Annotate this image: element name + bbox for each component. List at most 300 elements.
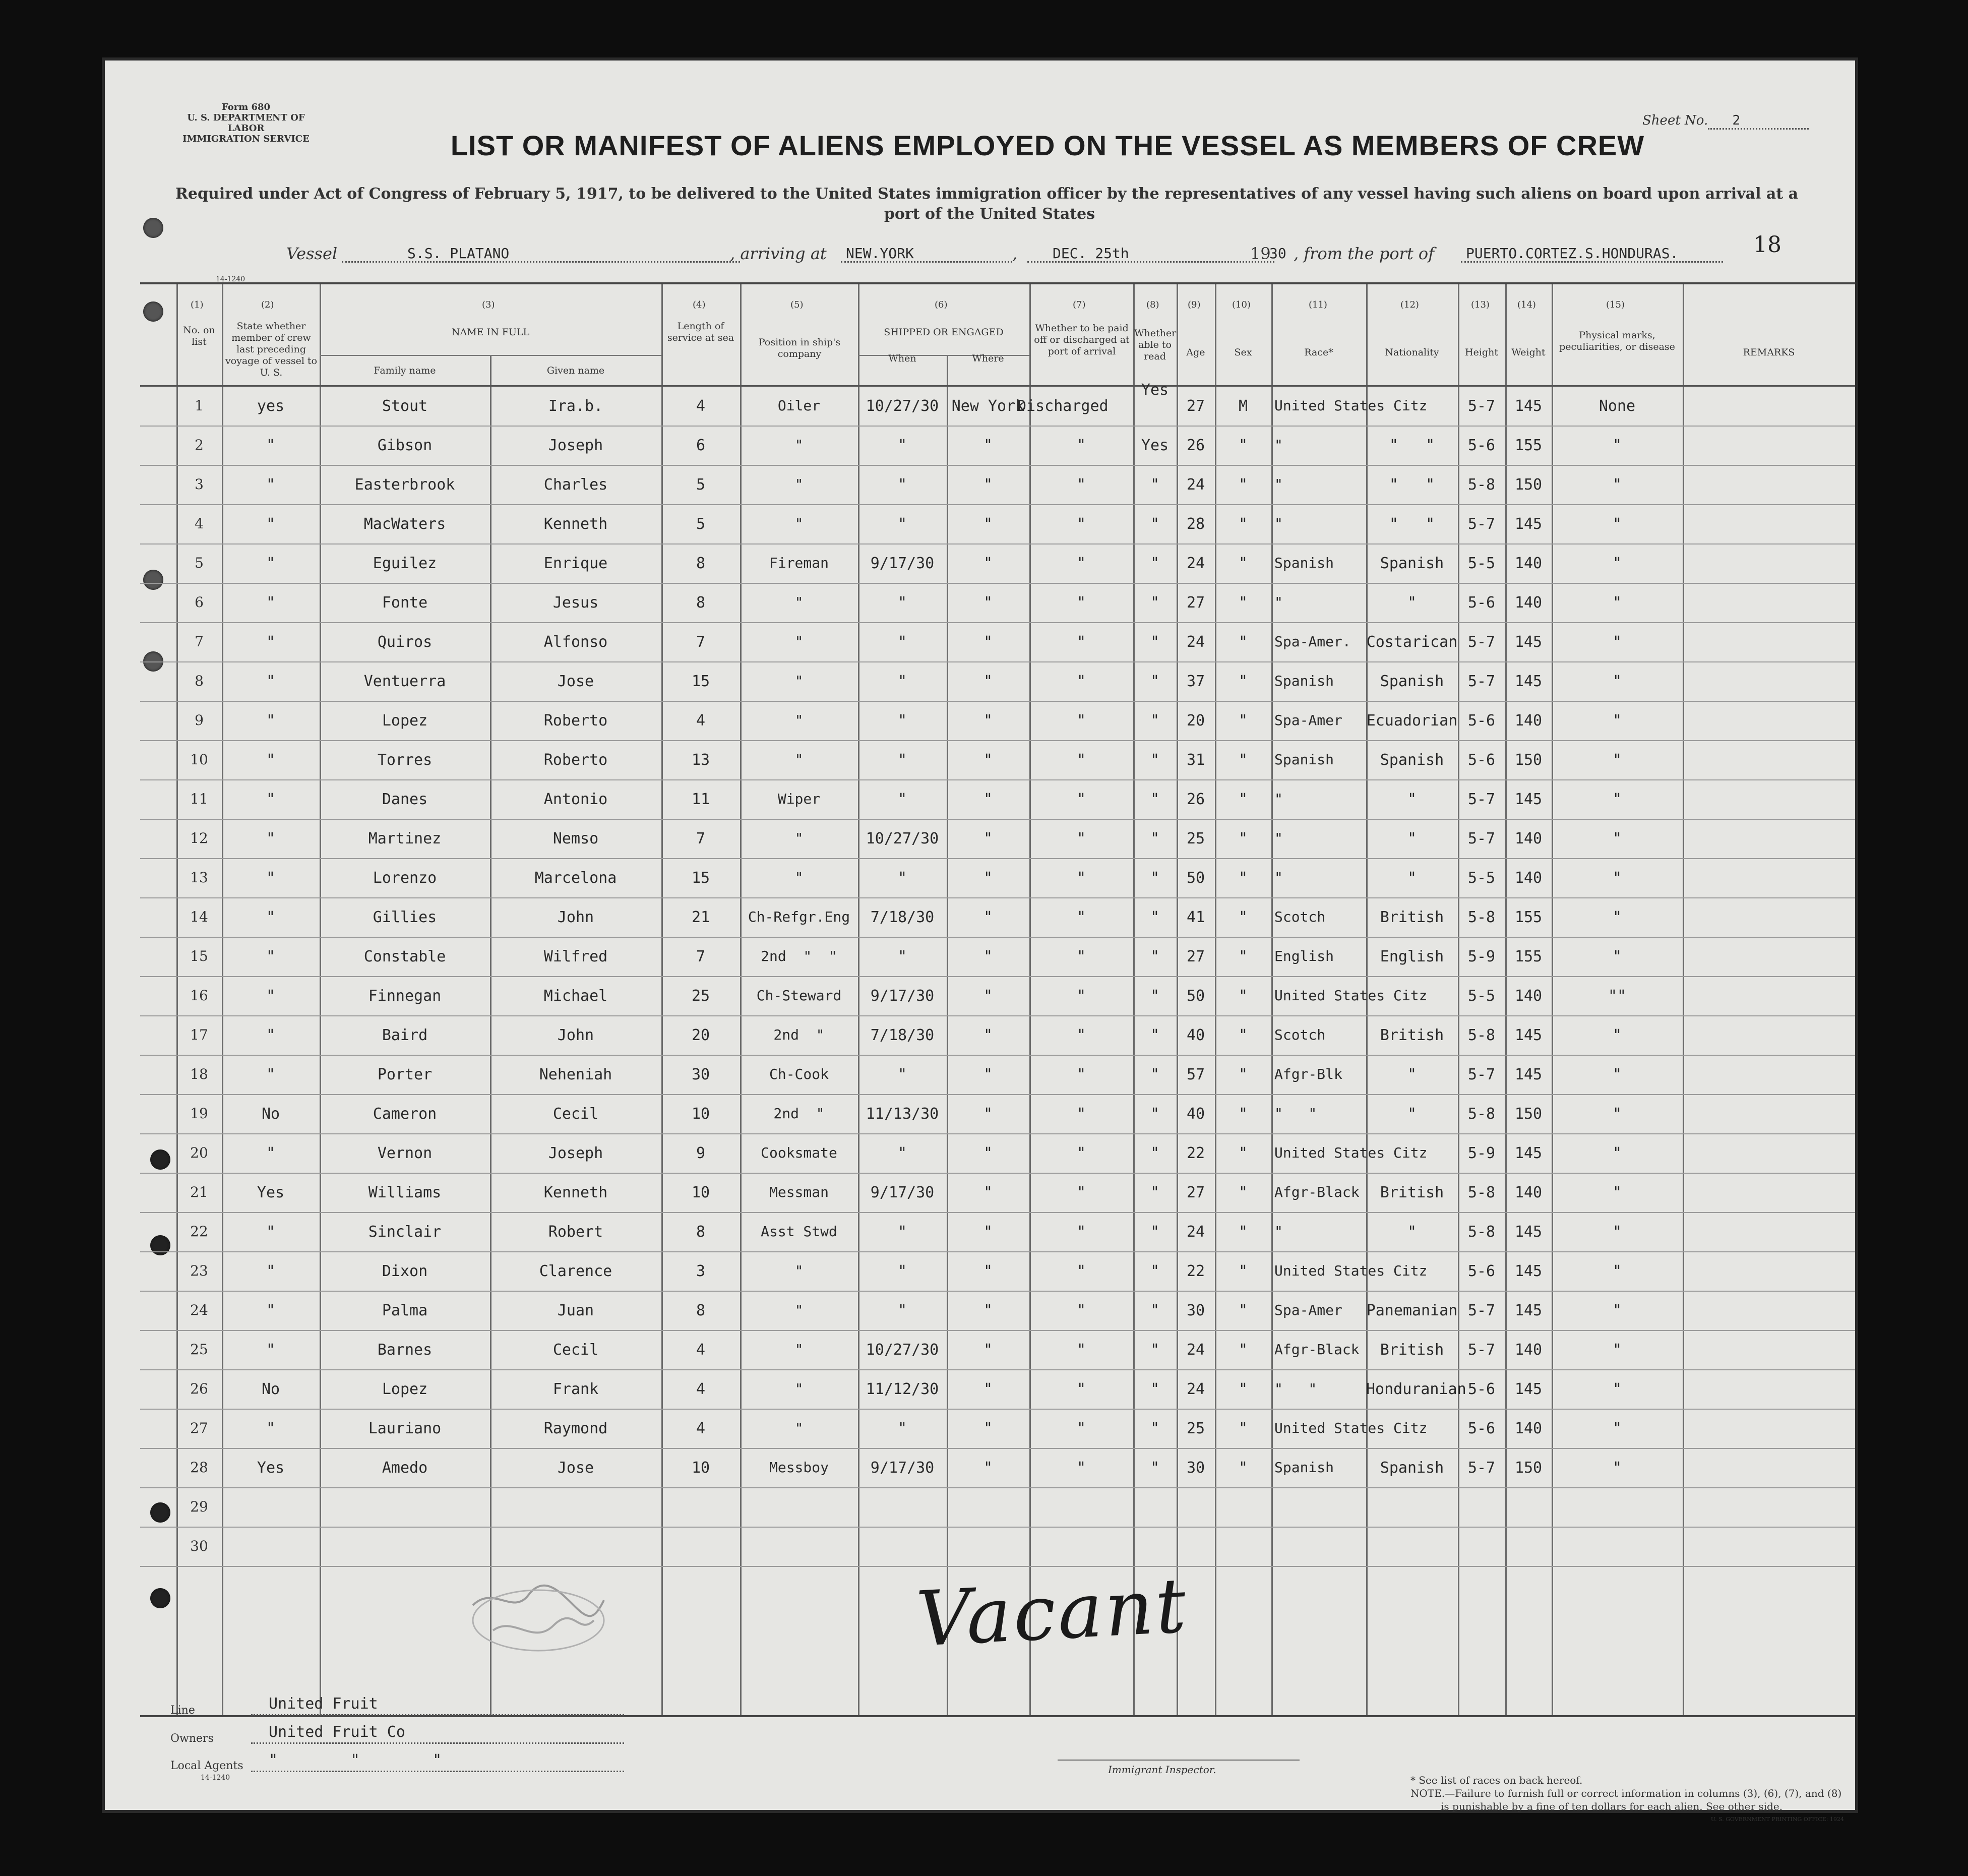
cell-race: " (1274, 437, 1283, 453)
cell-position: " (794, 633, 804, 650)
cell-age: 24 (1186, 476, 1205, 494)
cell-given: Nemso (552, 830, 599, 848)
cell-position: " (794, 1262, 804, 1279)
cell-read: " (1150, 909, 1160, 926)
cell-nationality: Spanish (1380, 555, 1444, 572)
cell-read: " (1150, 1184, 1160, 1201)
header-paid-off: Whether to be paid off or discharged at port of arrival (1034, 323, 1130, 357)
cell-paid: " (1076, 869, 1086, 887)
cell-when: 7/18/30 (870, 909, 935, 926)
cell-family: Quiros (377, 633, 433, 651)
cell-weight: 140 (1514, 987, 1543, 1005)
cell-prev: " (266, 476, 276, 494)
cell-service: 25 (691, 987, 710, 1005)
cell-service: 13 (691, 751, 710, 769)
cell-weight: 145 (1514, 791, 1543, 808)
table-row (140, 505, 1855, 544)
cell-given: Raymond (543, 1420, 608, 1437)
cell-sex: " (1238, 791, 1248, 808)
cell-weight: 145 (1514, 1066, 1543, 1083)
cell-weight: 155 (1514, 909, 1543, 926)
cell-service: 5 (696, 515, 706, 533)
cell-position: 2nd " " (761, 948, 837, 964)
cell-service: 21 (691, 909, 710, 926)
cell-height: 5-6 (1467, 437, 1496, 454)
cell-weight: 155 (1514, 437, 1543, 454)
cell-marks: " (1612, 476, 1622, 494)
cell-family: Martinez (368, 830, 442, 848)
table-row (140, 1449, 1855, 1488)
cell-prev: " (266, 555, 276, 572)
cell-family: Constable (363, 948, 446, 965)
cell-position: Ch-Steward (756, 987, 842, 1004)
cell-where: " (983, 987, 993, 1005)
cell-nationality: " (1407, 1223, 1417, 1241)
cell-given: Frank (552, 1380, 599, 1398)
cell-position: " (794, 751, 804, 768)
cell-given: Cecil (552, 1341, 599, 1359)
cell-age: 27 (1186, 948, 1205, 965)
cell-service: 10 (691, 1459, 710, 1477)
cell-no: 7 (195, 633, 204, 650)
cell-weight: 150 (1514, 1459, 1543, 1477)
service: IMMIGRATION SERVICE (182, 134, 310, 144)
cell-age: 26 (1186, 437, 1205, 454)
cell-height: 5-7 (1467, 1066, 1496, 1083)
cell-weight: 140 (1514, 1341, 1543, 1359)
vessel-name: S.S. PLATANO (407, 245, 510, 262)
header-family-name: Family name (374, 365, 436, 376)
cell-when: " (897, 437, 907, 454)
cell-marks: " (1612, 1341, 1622, 1359)
cell-when: 10/27/30 (866, 1341, 939, 1359)
cell-prev: " (266, 515, 276, 533)
cell-height: 5-7 (1467, 397, 1496, 415)
cell-marks: " (1612, 909, 1622, 926)
subtitle (175, 184, 1804, 224)
cell-no: 10 (190, 751, 208, 768)
cell-paid: " (1076, 633, 1086, 651)
cell-marks: " (1612, 633, 1622, 651)
cell-race: Afgr-Black (1274, 1341, 1360, 1358)
cell-prev: No (261, 1105, 280, 1123)
header-when: When (888, 353, 916, 364)
cell-position: Oiler (777, 397, 821, 414)
header-weight: Weight (1511, 347, 1546, 358)
cell-prev: " (266, 1026, 276, 1044)
cell-given: Charles (543, 476, 608, 494)
cell-where: " (983, 751, 993, 769)
form-number: Form 680 (221, 102, 271, 112)
cell-weight: 140 (1514, 1420, 1543, 1437)
cell-given: Enrique (543, 555, 608, 572)
cell-service: 30 (691, 1066, 710, 1083)
cell-paid: " (1076, 594, 1086, 612)
cell-paid: " (1076, 1105, 1086, 1123)
cell-given: Kenneth (543, 515, 608, 533)
cell-sex: " (1238, 1302, 1248, 1319)
cell-nationality: " (1407, 1105, 1417, 1123)
cell-age: 41 (1186, 909, 1205, 926)
cell-sex: " (1238, 712, 1248, 730)
cell-age: 40 (1186, 1026, 1205, 1044)
cell-nationality: " " (1389, 515, 1435, 533)
cell-height: 5-7 (1467, 791, 1496, 808)
penalty-note-1: NOTE.—Failure to furnish full or correct information in columns (3), (6), (7), and (8) (1410, 1787, 1842, 1799)
cell-height: 5-8 (1467, 1184, 1496, 1201)
cell-paid: " (1076, 1302, 1086, 1319)
cell-when: " (897, 751, 907, 769)
cell-weight: 145 (1514, 1302, 1543, 1319)
cell-sex: " (1238, 1184, 1248, 1201)
cell-race: Spanish (1274, 555, 1334, 571)
table-row (140, 1252, 1855, 1292)
cell-marks: " (1612, 948, 1622, 965)
cell-service: 6 (696, 437, 706, 454)
cell-prev: " (266, 1223, 276, 1241)
cell-prev: " (266, 712, 276, 730)
cell-service: 9 (696, 1144, 706, 1162)
cell-position: Messboy (769, 1459, 829, 1476)
cell-where: " (983, 437, 993, 454)
cell-sex: " (1238, 1105, 1248, 1123)
cell-race: Spa-Amer (1274, 712, 1342, 729)
cell-given: Michael (543, 987, 608, 1005)
table-row (140, 1056, 1855, 1095)
voyage-line: Vessel S.S. PLATANO , arriving at NEW.YORK , DEC. 25th 19 30 , from the port of PUERTO.CORTEZ.S.HONDURAS. (286, 244, 1748, 269)
cell-no: 5 (195, 555, 204, 571)
cell-where: " (983, 712, 993, 730)
cell-race: United States Citz (1274, 1144, 1428, 1161)
cell-marks: " (1612, 1144, 1622, 1162)
cell-read: Yes (1141, 381, 1169, 399)
cell-marks: " (1612, 791, 1622, 808)
header-shipped: SHIPPED OR ENGAGED (884, 327, 1004, 338)
cell-read: " (1150, 1380, 1160, 1398)
cell-age: 22 (1186, 1144, 1205, 1162)
cell-when: " (897, 1223, 907, 1241)
cell-sex: " (1238, 1144, 1248, 1162)
cell-height: 5-7 (1467, 1341, 1496, 1359)
cell-height: 5-6 (1467, 1262, 1496, 1280)
cell-marks: " (1612, 1420, 1622, 1437)
printer-note: U. S. GOVERNMENT PRINTING OFFICE: 1924 (1710, 1816, 1844, 1823)
cell-where: " (983, 791, 993, 808)
column-numbers: (1) (2) (3) (4) (5) (6) (7) (8) (9) (10) (11) (12) (13) (14) (15) (191, 299, 1625, 310)
cell-family: Vernon (377, 1144, 433, 1162)
crew-rows (140, 381, 1855, 1715)
arrival-year: 30 (1269, 245, 1286, 262)
cell-read: " (1150, 673, 1160, 690)
cell-prev: " (266, 948, 276, 965)
cell-service: 11 (691, 791, 710, 808)
cell-sex: " (1238, 437, 1248, 454)
cell-marks: " (1612, 1262, 1622, 1280)
cell-race: Scotch (1274, 909, 1326, 925)
subtitle-line-1: Required under Act of Congress of February 5, 1917, to be delivered to the United States immigration officer by the representatives of any vessel having such aliens on board upon arrival at a (175, 185, 1799, 203)
table-row (140, 662, 1855, 702)
cell-service: 4 (696, 397, 706, 415)
cell-where: " (983, 1420, 993, 1437)
cell-no: 19 (190, 1105, 208, 1122)
cell-sex: " (1238, 555, 1248, 572)
table-row (140, 1331, 1855, 1370)
cell-when: " (897, 1144, 907, 1162)
cell-race: Spanish (1274, 673, 1334, 689)
cell-paid: " (1076, 712, 1086, 730)
cell-weight: 140 (1514, 594, 1543, 612)
cell-given: Neheniah (539, 1066, 612, 1083)
line-label: Line (170, 1704, 195, 1717)
cell-where: " (983, 830, 993, 848)
cell-service: 4 (696, 1341, 706, 1359)
cell-read: " (1150, 751, 1160, 769)
cell-weight: 150 (1514, 1105, 1543, 1123)
cell-sex: " (1238, 594, 1248, 612)
owners-label: Owners (170, 1732, 214, 1745)
table-row (140, 544, 1855, 584)
cell-prev: Yes (257, 1184, 285, 1201)
cell-when: " (897, 1420, 907, 1437)
cell-given: John (557, 909, 594, 926)
cell-paid: " (1076, 909, 1086, 926)
cell-weight: 140 (1514, 869, 1543, 887)
cell-no: 18 (190, 1066, 208, 1082)
cell-weight: 145 (1514, 515, 1543, 533)
footer (170, 1689, 1844, 1823)
cell-age: 24 (1186, 1380, 1205, 1398)
cell-family: Danes (382, 791, 428, 808)
cell-position: " (794, 869, 804, 886)
cell-family: Easterbrook (354, 476, 455, 494)
from-label: , from the port of (1294, 244, 1435, 263)
cell-service: 7 (696, 830, 706, 848)
cell-paid: " (1076, 1026, 1086, 1044)
cell-given: Jose (557, 1459, 594, 1477)
cell-marks: " (1612, 1026, 1622, 1044)
cell-where: " (983, 869, 993, 887)
table-row (140, 466, 1855, 505)
cell-position: Asst Stwd (761, 1223, 837, 1240)
cell-where: " (983, 1302, 993, 1319)
cell-when: " (897, 594, 907, 612)
cell-read: " (1150, 987, 1160, 1005)
manifest-sheet (105, 60, 1855, 1823)
cell-height: 5-8 (1467, 909, 1496, 926)
cell-when: " (897, 476, 907, 494)
cell-paid: " (1076, 1380, 1086, 1398)
footer-print-code: 14-1240 (201, 1774, 230, 1782)
cell-paid: " (1076, 791, 1086, 808)
footer-notes (1410, 1774, 1864, 1826)
cell-prev: " (266, 1302, 276, 1319)
cell-race: " (1274, 476, 1283, 493)
cell-where: " (983, 1341, 993, 1359)
cell-position: Cooksmate (761, 1144, 837, 1161)
cell-prev: yes (257, 397, 285, 415)
cell-age: 57 (1186, 1066, 1205, 1083)
cell-service: 20 (691, 1026, 710, 1044)
cell-service: 8 (696, 1223, 706, 1241)
cell-where: " (983, 1380, 993, 1398)
cell-where: " (983, 1262, 993, 1280)
sheet-number (1642, 113, 1809, 128)
cell-prev: " (266, 1066, 276, 1083)
cell-given: Marcelona (534, 869, 617, 887)
cell-paid: " (1076, 830, 1086, 848)
table-row (140, 820, 1855, 859)
cell-service: 8 (696, 555, 706, 572)
vessel-label: Vessel (286, 244, 338, 263)
cell-paid: " (1076, 1144, 1086, 1162)
print-code: 14-1240 (216, 275, 245, 283)
cell-family: Ventuerra (363, 673, 446, 690)
cell-age: 27 (1186, 1184, 1205, 1201)
header-race: Race* (1304, 347, 1333, 358)
cell-service: 8 (696, 594, 706, 612)
cell-race: Spanish (1274, 1459, 1334, 1476)
cell-read: " (1150, 1302, 1160, 1319)
cell-prev: " (266, 1420, 276, 1437)
table-row (140, 938, 1855, 977)
cell-marks: " (1612, 594, 1622, 612)
cell-read: " (1150, 1144, 1160, 1162)
header-physical-marks: Physical marks, peculiarities, or disease (1559, 330, 1675, 352)
cell-no: 6 (195, 594, 204, 611)
cell-position: " (794, 437, 804, 453)
cell-height: 5-8 (1467, 1105, 1496, 1123)
cell-position: Messman (769, 1184, 829, 1200)
cell-when: " (897, 712, 907, 730)
form-header (170, 102, 322, 144)
cell-given: Kenneth (543, 1184, 608, 1201)
cell-race: English (1274, 948, 1334, 964)
cell-nationality: " (1407, 791, 1417, 808)
table-row (140, 741, 1855, 780)
cell-service: 3 (696, 1262, 706, 1280)
cell-position: " (794, 712, 804, 729)
department: U. S. DEPARTMENT OF LABOR (187, 112, 305, 134)
cell-weight: 145 (1514, 1026, 1543, 1044)
cell-where: " (983, 1026, 993, 1044)
cell-sex: " (1238, 869, 1248, 887)
cell-weight: 145 (1514, 397, 1543, 415)
subtitle-line-2: port of the United States (884, 205, 1095, 223)
cell-age: 20 (1186, 712, 1205, 730)
header-remarks: REMARKS (1743, 347, 1795, 358)
cell-paid: " (1076, 1341, 1086, 1359)
races-note: * See list of races on back hereof. (1410, 1774, 1583, 1786)
cell-where: " (983, 1144, 993, 1162)
cell-nationality: British (1380, 1184, 1444, 1201)
header-nationality: Nationality (1385, 347, 1439, 358)
cell-no: 2 (195, 437, 204, 453)
cell-no: 12 (190, 830, 208, 846)
cell-race: " (1274, 594, 1283, 611)
cell-prev: " (266, 869, 276, 887)
cell-race: Spa-Amer (1274, 1302, 1342, 1318)
cell-nationality: British (1380, 1026, 1444, 1044)
table-row (140, 427, 1855, 466)
cell-sex: " (1238, 1026, 1248, 1044)
cell-weight: 145 (1514, 673, 1543, 690)
cell-family: Cameron (373, 1105, 437, 1123)
cell-when: 7/18/30 (870, 1026, 935, 1044)
cell-marks: " (1612, 515, 1622, 533)
cell-given: Juan (557, 1302, 594, 1319)
header-name-in-full: NAME IN FULL (451, 327, 530, 338)
cell-sex: " (1238, 1223, 1248, 1241)
cell-height: 5-6 (1467, 1420, 1496, 1437)
cell-no: 17 (190, 1026, 208, 1043)
header-able-to-read: Whether able to read (1134, 328, 1177, 362)
header-no-on-list: No. on list (183, 325, 215, 347)
cell-age: 24 (1186, 555, 1205, 572)
cell-family: Torres (377, 751, 433, 769)
table-row (140, 1488, 1855, 1528)
cell-marks: "" (1608, 987, 1627, 1005)
cell-nationality: English (1380, 948, 1444, 965)
cell-height: 5-6 (1467, 594, 1496, 612)
cell-prev: " (266, 987, 276, 1005)
cell-paid: " (1076, 515, 1086, 533)
table-row (140, 1134, 1855, 1174)
cell-race: Afgr-Blk (1274, 1066, 1342, 1082)
cell-sex: " (1238, 987, 1248, 1005)
table-row (140, 977, 1855, 1016)
cell-when: " (897, 1302, 907, 1319)
cell-where: " (983, 515, 993, 533)
header-height: Height (1465, 347, 1498, 358)
arrival-port: NEW.YORK (846, 245, 914, 262)
cell-where: " (983, 476, 993, 494)
header-age: Age (1186, 347, 1205, 358)
cell-marks: " (1612, 751, 1622, 769)
cell-weight: 150 (1514, 751, 1543, 769)
cell-given: Alfonso (543, 633, 608, 651)
cell-race: United States Citz (1274, 397, 1428, 414)
cell-when: 9/17/30 (870, 555, 935, 572)
cell-paid: " (1076, 1420, 1086, 1437)
cell-race: " " (1274, 1105, 1317, 1122)
cell-given: Cecil (552, 1105, 599, 1123)
cell-height: 5-7 (1467, 673, 1496, 690)
cell-where: " (983, 1459, 993, 1477)
cell-age: 22 (1186, 1262, 1205, 1280)
cell-position: " (794, 476, 804, 493)
cell-paid: " (1076, 1262, 1086, 1280)
cell-read: " (1150, 1066, 1160, 1083)
header-position: Position in ship's company (758, 337, 841, 359)
cell-when: " (897, 1262, 907, 1280)
cell-age: 37 (1186, 673, 1205, 690)
cell-marks: None (1598, 397, 1636, 415)
cell-read: " (1150, 1105, 1160, 1123)
cell-when: " (897, 515, 907, 533)
table-row (140, 702, 1855, 741)
cell-no: 9 (195, 712, 204, 729)
cell-paid: " (1076, 948, 1086, 965)
cell-where: " (983, 633, 993, 651)
cell-service: 4 (696, 712, 706, 730)
cell-marks: " (1612, 1223, 1622, 1241)
cell-prev: " (266, 791, 276, 808)
table-row (140, 1095, 1855, 1134)
header-service: Length of service at sea (667, 321, 734, 343)
cell-service: 4 (696, 1420, 706, 1437)
cell-read: " (1150, 633, 1160, 651)
cell-height: 5-8 (1467, 1026, 1496, 1044)
